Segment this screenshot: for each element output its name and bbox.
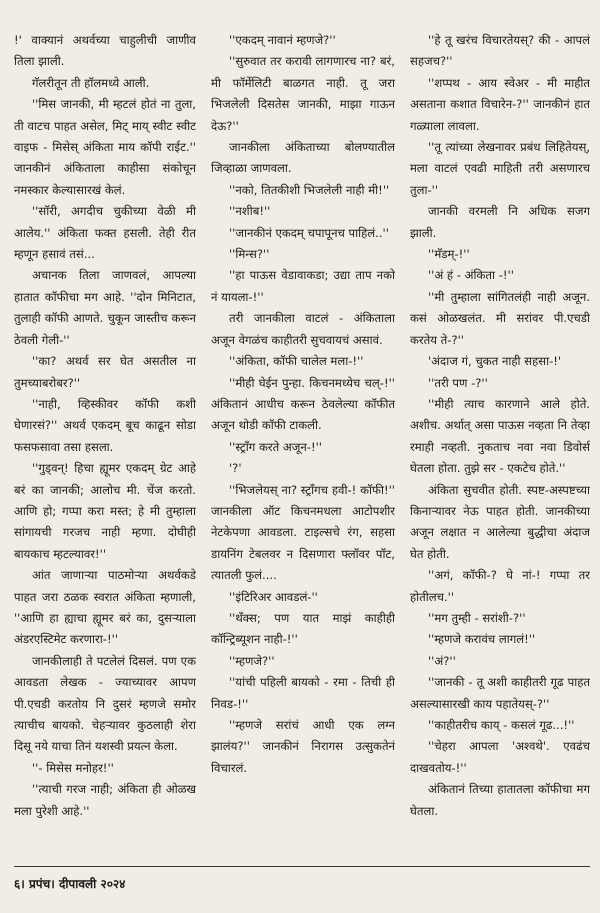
paragraph: ''एकदम् नावानं म्हणजे?'': [229, 33, 336, 47]
paragraph: ''गुड्वन्! हिचा ह्यूमर एकदम् ग्रेट आहे बरं का जानकी; आलोच मी. चेंज करतो. आणि हो; गप्पा करा मस्त; हे मी तुम्हाला सांगायची गरजच नाही म्हणा. दोघीही बायकाच म्हटल्यावर!'': [14, 461, 196, 561]
paragraph: '?': [229, 461, 242, 476]
paragraph: ''मिस जानकी, मी म्हटलं होतं ना तुला, ती वाटच पाहत असेल, मिट् माय् स्वीट स्वीट वाइफ - मिसेस् अंकिता माय कॉपी राईट.'' जानकीनं अंकिताला काहीसा संकोचून नमस्कार केल्यासारखं केलं.: [14, 97, 196, 197]
paragraph: ''सॉरी, अगदीच चुकीच्या वेळी मी आलेय.'' अंकिता फक्त हसली. तेही रीत म्हणून हसावं तसं...: [14, 204, 196, 262]
paragraph: ''मॅडम्-!'': [428, 247, 470, 262]
paragraph: ''अंकिता, कॉफी चालेल मला-!'': [229, 354, 364, 369]
paragraph: ''का? अथर्व सर घेत असतील ना तुमच्याबरोबर?'': [14, 354, 196, 390]
paragraph: ''नाही, व्हिस्कीवर कॉफी कशी घेणारसं?'' अथर्व एकदम् बूच काढून सोडा फसफसावा तसा हसला.: [14, 396, 196, 454]
paragraph: ''काहीतरीच काय् - कसलं गूढ...!'': [428, 718, 575, 732]
paragraph: ''- मिसेस मनोहर!'': [32, 760, 114, 775]
paragraph: अचानक तिला जाणवलं, आपल्या हातात कॉफीचा मग आहे. ''दोन मिनिटात, तुलाही कॉफी आणते. चुकून जास्तीच करून ठेवली गेली-'': [14, 268, 196, 347]
paragraph: गॅलरीतून ती हॉलमध्ये आली.: [32, 75, 150, 90]
paragraph: ''तू त्यांच्या लेखनावर प्रबंध लिहितेयस्, मला वाटलं एवढी माहिती तरी असणारच तुला-'': [410, 140, 590, 197]
paragraph: ''सुरुवात तर करावी लागणारच ना? बरं, मी फॉर्मेलिटी बाळगत नाही. तू जरा भिजलेली दिसतेस जानकी, माझा गाऊन देऊ?'': [211, 54, 395, 133]
paragraph: ''म्हणजे?'': [229, 653, 275, 668]
paragraph: ''मीही घेईन पुन्हा. किचनमध्येच चल्-!'' अंकितानं आधीच करून ठेवलेल्या कॉफीत अजून थोडी कॉफी टाकली.: [211, 375, 395, 433]
paragraph: ''अगं, कॉफी-? घे नां-! गप्पा तर होतीलच.'': [410, 568, 590, 604]
paragraph: ''मिन्स?'': [229, 247, 270, 262]
paragraph: तरी जानकीला वाटलं - अंकिताला अजून वेगळंच काहीतरी सुचवायचं असावं.: [211, 311, 395, 347]
paragraph: आंत जाणाऱ्या पाठमोऱ्या अथर्वकडे पाहत जरा ठळक स्वरात अंकिता म्हणाली, ''आणि हा ह्याचा ह्यूमर बरं का, दुसऱ्याला अंडरएस्टिमेट करणारा-!'': [14, 568, 196, 647]
paragraph: ''हे तू खरंच विचारतेयस्? की - आपलं सहजच?'': [410, 33, 590, 69]
paragraph: अंकिता सुचवीत होती. स्पष्ट-अस्पष्टच्या किनाऱ्यावर नेऊ पाहत होती. जानकीच्या अजून लक्षात न आलेल्या बुद्धीचा अंदाज घेत होती.: [410, 482, 590, 561]
paragraph: ''मीही त्याच कारणाने आले होते. अशीच. अर्थात् असा पाऊस नव्हता नि तेव्हा रमाही नव्हती. नुकताच नवा नवा डिवोर्स घेतला होता. तुझे सर - एकटेच होते.'': [410, 396, 590, 476]
paragraph: ''थँक्स; पण यात माझं काहीही कॉन्ट्रिब्यूशन नाही-!'': [211, 610, 395, 647]
paragraph: 'अंदाज गं, चुकत नाही सहसा-!': [428, 354, 562, 369]
paragraph: ''म्हणजे सरांचं आधी एक लग्न झालंय?'' जानकीनं निरागस उत्सुकतेनं विचारलं.: [211, 718, 395, 775]
paragraph: ''जानकी - तू अशी काहीतरी गूढ पाहत असल्यासारखी काय पहातेयस्-?'': [410, 675, 590, 711]
paragraph: ''हा पाऊस वेडावाकडा; उद्या ताप नको नं यायला-!'': [211, 268, 395, 304]
paragraph: ''अं हं - अंकिता -!'': [428, 268, 514, 283]
paragraph: ''मग तुम्ही - सरांशी-?'': [428, 610, 526, 625]
paragraph: ''इंटिरिअर आवडलं-'': [229, 589, 318, 604]
paragraph: ''मी तुम्हाला सांगितलंही नाही अजून. कसं ओळखलंत. मी सरांवर पी.एचडी करतेय ते-?'': [410, 289, 590, 347]
text-column-3: [410, 30, 590, 865]
paragraph: ''तरी पण -?'': [428, 375, 488, 390]
paragraph: जानकी वरमली नि अधिक सजग झाली.: [410, 204, 590, 240]
paragraph: ''नशीब!'': [229, 204, 271, 219]
paragraph: जानकीला अंकिताच्या बोलण्यातील जिव्हाळा जाणवला.: [211, 140, 395, 176]
paragraph: ''नको, तितकीशी भिजलेली नाही मी!'': [229, 182, 390, 197]
page-footer: ६। प्रपंच। दीपावली २०२४: [14, 877, 126, 891]
paragraph: ''यांची पहिली बायको - रमा - तिची ही निवड-!'': [211, 675, 395, 711]
paragraph: !' वाक्यानं अथर्वच्या चाहुलीची जाणीव तिला झाली.: [14, 33, 196, 69]
footer-divider: [14, 866, 590, 867]
paragraph: जानकीलाही ते पटलेलं दिसलं. पण एक आवडता लेखक - ज्याच्यावर आपण पी.एचडी करतोय नि दुसरं म्हणजे समोर त्याचीच बायको. चेहऱ्यावर कुठलाही शेरा दिसू नये याचा तिनं यशस्वी प्रयत्न केला.: [14, 653, 196, 754]
paragraph: ''जानकीनं एकदम् चपापूनच पाहिलं..'': [229, 225, 389, 240]
paragraph: ''स्ट्रॉंग करते अजून-!'': [229, 439, 322, 454]
text-column-1: [14, 30, 196, 865]
paragraph: ''शप्पथ - आय स्वेअर - मी माहीत असताना कशात विचारेन-?'' जानकीनं हात गळ्याला लावला.: [410, 75, 590, 133]
paragraph: ''म्हणजे करावंच लागलं!'': [428, 632, 536, 647]
paragraph: ''चेहरा आपला 'अश्वथे'. एवढंच दाखवतोय-!'': [410, 739, 590, 775]
paragraph: ''भिजलेयस् ना? स्ट्रॉंगच हवी-! कॉफी!'' जानकीला ऑट किचनमधला आटोपशीर नेटकेपणा आवडला. टाइल्सचे रंग, सहसा डायनिंग टेबलवर न दिसणारा फ्लॉवर पॉट, त्यातली फुलं....: [211, 482, 395, 583]
paragraph: ''अं?'': [428, 653, 456, 668]
text-column-2: [211, 30, 395, 865]
paragraph: अंकितानं तिच्या हातातला कॉफीचा मग घेतला.: [410, 782, 590, 818]
paragraph: ''त्याची गरज नाही; अंकिता ही ओळख मला पुरेशी आहे.'': [14, 782, 196, 818]
